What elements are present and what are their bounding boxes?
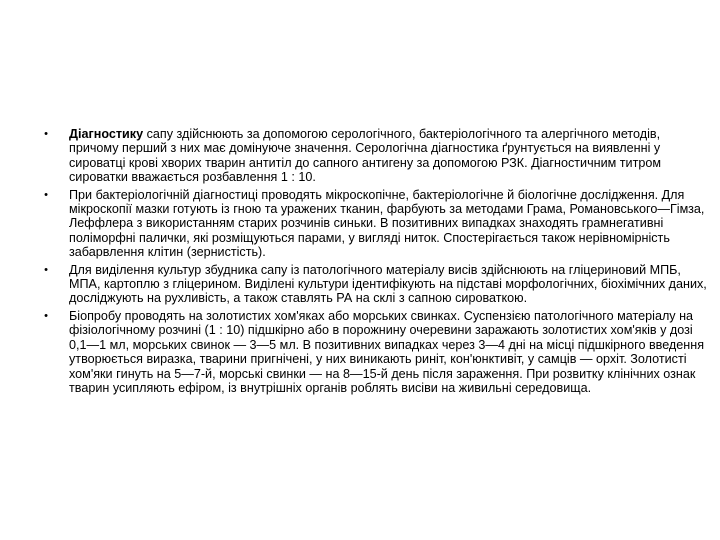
bullet-item-bioassay xyxy=(40,309,712,395)
bullet-text: Для виділення культур збудника сапу із патологічного матеріалу висів здійснюють на гліцериновий МПБ, МПА, картоплю з гліцерином. Виділені культури ідентифікують на підставі морфологічних, біохімічних даних, досліджують на рухливість, а також ставлять РА на склі з сапною сироваткою. xyxy=(69,262,707,306)
bullet-lead-term: Діагностику xyxy=(69,127,144,141)
bullet-icon: • xyxy=(44,128,48,140)
bullet-item-diagnostics xyxy=(40,127,712,185)
bullet-list xyxy=(40,127,712,398)
bullet-item-bacteriological xyxy=(40,188,712,260)
bullet-item-culture-isolation xyxy=(40,263,712,306)
bullet-text: сапу здійснюють за допомогою серологічного, бактеріологічного та алергічного методів, причому перший з них має домінуюче значення. Серологічна діагностика ґрунтується на виявленні у сироватці крові хворих тварин антитіл до сапного антигену за допомогою РЗК. Діагностичним титром сироватки вважається розбавлення 1 : 10. xyxy=(69,127,662,185)
bullet-icon: • xyxy=(44,188,48,201)
bullet-icon: • xyxy=(44,309,48,322)
bullet-icon: • xyxy=(44,263,48,276)
bullet-text: При бактеріологічній діагностиці проводять мікроскопічне, бактеріологічне й біологічне дослідження. Для мікроскопії мазки готують із гною та уражених тканин, фарбують за методами Грама, Романовського—Гімза, Леффлера з використанням старих розчинів синьки. В позитивних випадках знаходять грамнегативні поліморфні палички, які розміщуються парами, у вигляді ниток. Спостерігається також нерівномірність забарвлення клітин (зернистість). xyxy=(69,187,705,260)
bullet-text: Біопробу проводять на золотистих хом'яках або морських свинках. Суспензією патологічного матеріалу на фізіологічному розчині (1 : 10) підшкірно або в порожнину очеревини заражають золотистих хом'яків у дозі 0,1—1 мл, морських свинок — 3—5 мл. В позитивних випадках через 3—4 дні на місці підшкірного введення утворюється виразка, тварини пригнічені, у них виникають риніт, кон'юнктивіт, у самців — орхіт. Золотисті хом'яки гинуть на 5—7-й, морські свинки — на 8—15-й день після зараження. При розвитку клінічних ознак тварин усипляють ефіром, із внутрішніх органів роблять висіви на живильні середовища. xyxy=(69,308,705,395)
